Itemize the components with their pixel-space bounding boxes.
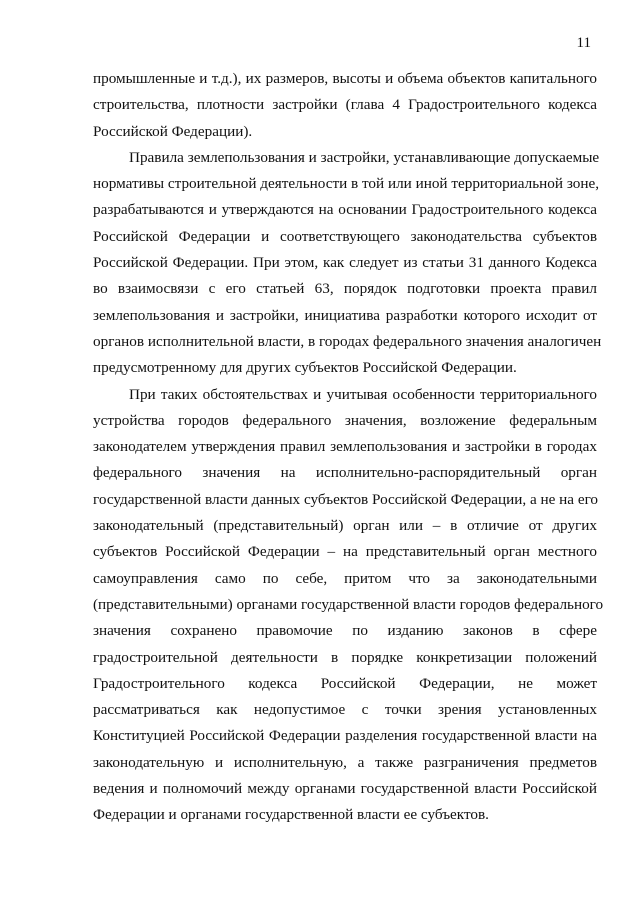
text-line: разрабатываются и утверждаются на основании Градостроительного кодекса (93, 201, 597, 219)
text-line: федерального значения на исполнительно-распорядительный орган (93, 464, 597, 482)
text-line: субъектов Российской Федерации – на представительный орган местного (93, 543, 597, 561)
text-line: самоуправления само по себе, притом что за законодательными (93, 569, 597, 587)
text-line: При таких обстоятельствах и учитывая особенности территориального (129, 385, 597, 403)
page-number: 11 (576, 35, 591, 51)
text-line: законодателем утверждения правил землепользования и застройки в городах (93, 438, 597, 456)
text-line: градостроительной деятельности в порядке конкретизации положений (93, 648, 597, 666)
text-line: Российской Федерации). (93, 122, 253, 140)
text-line: ведения и полномочий между органами государственной власти Российской (93, 780, 597, 798)
body-text (93, 66, 604, 829)
text-line: рассматриваться как недопустимое с точки зрения установленных (93, 701, 597, 719)
text-line: значения сохранено правомочие по изданию законов в сфере (93, 622, 597, 640)
text-line: предусмотренному для других субъектов Российской Федерации. (93, 359, 517, 377)
text-line: Федерации и органами государственной власти ее субъектов. (93, 806, 489, 824)
text-line: землепользования и застройки, инициатива разработки которого исходит от (93, 306, 597, 324)
text-line: (представительными) органами государственной власти городов федерального (93, 595, 604, 613)
text-line: Российской Федерации. При этом, как следует из статьи 31 данного Кодекса (93, 254, 597, 272)
text-line: во взаимосвязи с его статьей 63, порядок подготовки проекта правил (93, 280, 597, 298)
text-line: нормативы строительной деятельности в той или иной территориальной зоне, (93, 175, 599, 193)
text-line: Конституцией Российской Федерации разделения государственной власти на (93, 727, 597, 745)
text-line: государственной власти данных субъектов Российской Федерации, а не на его (93, 490, 599, 508)
text-line: Российской Федерации и соответствующего законодательства субъектов (93, 227, 597, 245)
text-line: Градостроительного кодекса Российской Федерации, не может (93, 674, 597, 692)
text-line: Правила землепользования и застройки, устанавливающие допускаемые (129, 148, 600, 166)
text-line: устройства городов федерального значения, возложение федеральным (93, 411, 597, 429)
text-line: органов исполнительной власти, в городах федерального значения аналогичен (93, 332, 602, 350)
text-line: промышленные и т.д.), их размеров, высоты и объема объектов капитального (93, 70, 597, 87)
text-line: строительства, плотности застройки (глава 4 Градостроительного кодекса (93, 96, 597, 114)
text-line: законодательную и исполнительную, а также разграничения предметов (93, 753, 597, 771)
text-line: законодательный (представительный) орган или – в отличие от других (93, 517, 597, 535)
